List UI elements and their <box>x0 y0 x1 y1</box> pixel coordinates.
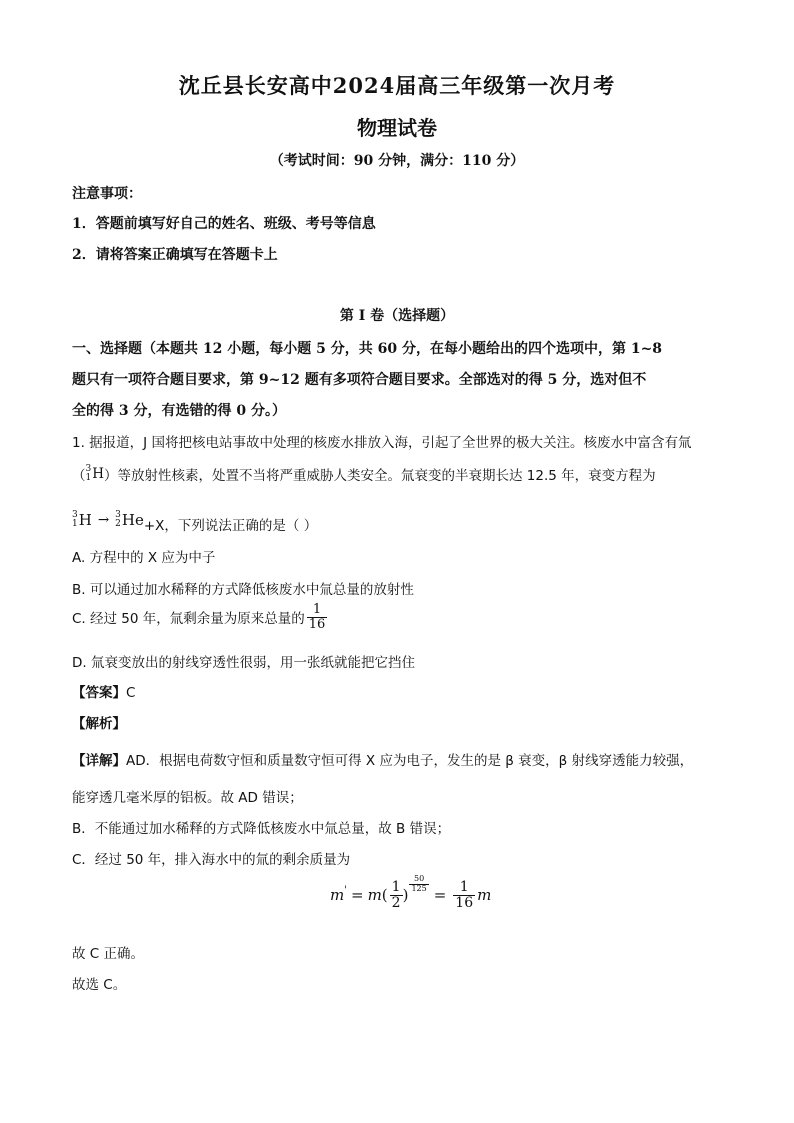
formula-half <box>390 880 403 910</box>
detail-line-1 <box>72 749 693 769</box>
formula-paren-open: ( <box>381 886 388 905</box>
option-c <box>72 603 327 631</box>
equation-tritium-number: 1 <box>72 519 78 529</box>
formula-equals-2: = <box>433 886 447 905</box>
detail-label: 【详解】 <box>72 753 126 769</box>
analysis-label: 【解析】 <box>72 716 126 732</box>
question-1-stem-line-2 <box>72 464 656 484</box>
option-c-fraction-numerator: 1 <box>307 603 328 618</box>
detail-b: B．不能通过加水稀释的方式降低核废水中氚总量，故 B 错误； <box>72 821 451 837</box>
equation-tritium-mass: 3 <box>72 510 78 520</box>
section-instructions-3: 全的得 3 分，有选错的得 0 分。） <box>72 403 286 419</box>
answer-value: C <box>126 685 136 701</box>
formula-exponent <box>409 875 428 893</box>
remaining-mass-formula <box>330 874 492 911</box>
notice-item-2: 2．请将答案正确填写在答题卡上 <box>72 247 278 263</box>
formula-exponent-num: 50 <box>409 875 428 884</box>
detail-line-1-text: AD．根据电荷数守恒和质量数守恒可得 X 应为电子，发生的是 β 衰变，β 射线穿透能力较强， <box>126 753 694 769</box>
conclusion-2: 故选 C。 <box>72 977 127 993</box>
equation-helium-number: 2 <box>115 519 121 529</box>
tritium-nuclide <box>86 465 105 483</box>
option-b: B. 可以通过加水稀释的方式降低核废水中氚总量的放射性 <box>72 582 414 598</box>
answer-line <box>72 681 135 701</box>
tritium-symbol: H <box>92 466 105 482</box>
formula-lhs: m <box>330 886 345 905</box>
answer-label: 【答案】 <box>72 685 126 701</box>
exam-title: 沈丘县长安高中2024届高三年级第一次月考 <box>178 73 616 98</box>
formula-m: m <box>367 886 382 905</box>
option-c-fraction <box>307 603 328 631</box>
formula-prime: ' <box>344 884 347 896</box>
formula-rhs-m: m <box>477 886 492 905</box>
formula-paren-close: ) <box>402 886 409 905</box>
conclusion-1: 故 C 正确。 <box>72 946 145 962</box>
equation-tritium <box>72 511 92 529</box>
option-c-fraction-denominator: 16 <box>308 616 326 632</box>
section-instructions-1: 一、选择题（本题共 12 小题，每小题 5 分，共 60 分，在每小题给出的四个选项中，第 1~8 <box>72 341 663 357</box>
option-a: A. 方程中的 X 应为中子 <box>72 550 216 566</box>
formula-half-num: 1 <box>391 879 401 895</box>
formula-exponent-den: 125 <box>411 883 427 893</box>
equation-tritium-symbol: H <box>78 511 92 529</box>
equation-helium-symbol: He <box>121 511 144 529</box>
option-c-text: C. 经过 50 年，氚剩余量为原来总量的 <box>72 611 305 628</box>
detail-line-2: 能穿透几毫米厚的铝板。故 AD 错误； <box>72 790 303 806</box>
detail-c: C．经过 50 年，排入海水中的氚的剩余质量为 <box>72 852 351 868</box>
paren-open: （ <box>72 468 86 484</box>
section-instructions-2: 题只有一项符合题目要求，第 9~12 题有多项符合题目要求。全部选对的得 5 分，选对但不 <box>72 372 647 388</box>
arrow-icon: → <box>97 512 110 528</box>
question-1-stem-line-1: 1. 据报道，J 国将把核电站事故中处理的核废水排放入海，引起了全世界的极大关注。核废水中富含有氚 <box>72 435 692 451</box>
option-d: D. 氚衰变放出的射线穿透性很弱，用一张纸就能把它挡住 <box>72 655 415 671</box>
tritium-mass-number: 3 <box>85 464 92 474</box>
question-1-prompt: +X，下列说法正确的是（ ） <box>143 518 318 534</box>
equation-helium-mass: 3 <box>115 510 121 520</box>
notice-heading: 注意事项： <box>72 186 142 202</box>
formula-half-den: 2 <box>391 894 401 911</box>
formula-equals-1: = <box>350 886 364 905</box>
notice-item-1: 1．答题前填写好自己的姓名、班级、考号等信息 <box>72 216 376 232</box>
exam-info: （考试时间：90 分钟，满分：110 分） <box>269 153 525 169</box>
formula-result-den: 16 <box>455 894 474 911</box>
subject-title: 物理试卷 <box>357 116 437 140</box>
formula-result-fraction <box>453 880 475 910</box>
tritium-atomic-number: 1 <box>85 473 92 483</box>
question-1-stem-line-2-text: ）等放射性核素，处置不当将严重威胁人类安全。氚衰变的半衰期长达 12.5 年，衰变方程为 <box>104 468 656 484</box>
equation-helium <box>115 511 144 529</box>
question-1-decay-equation <box>72 506 317 534</box>
formula-result-num: 1 <box>453 880 475 896</box>
volume-title: 第 I 卷（选择题） <box>339 308 455 324</box>
